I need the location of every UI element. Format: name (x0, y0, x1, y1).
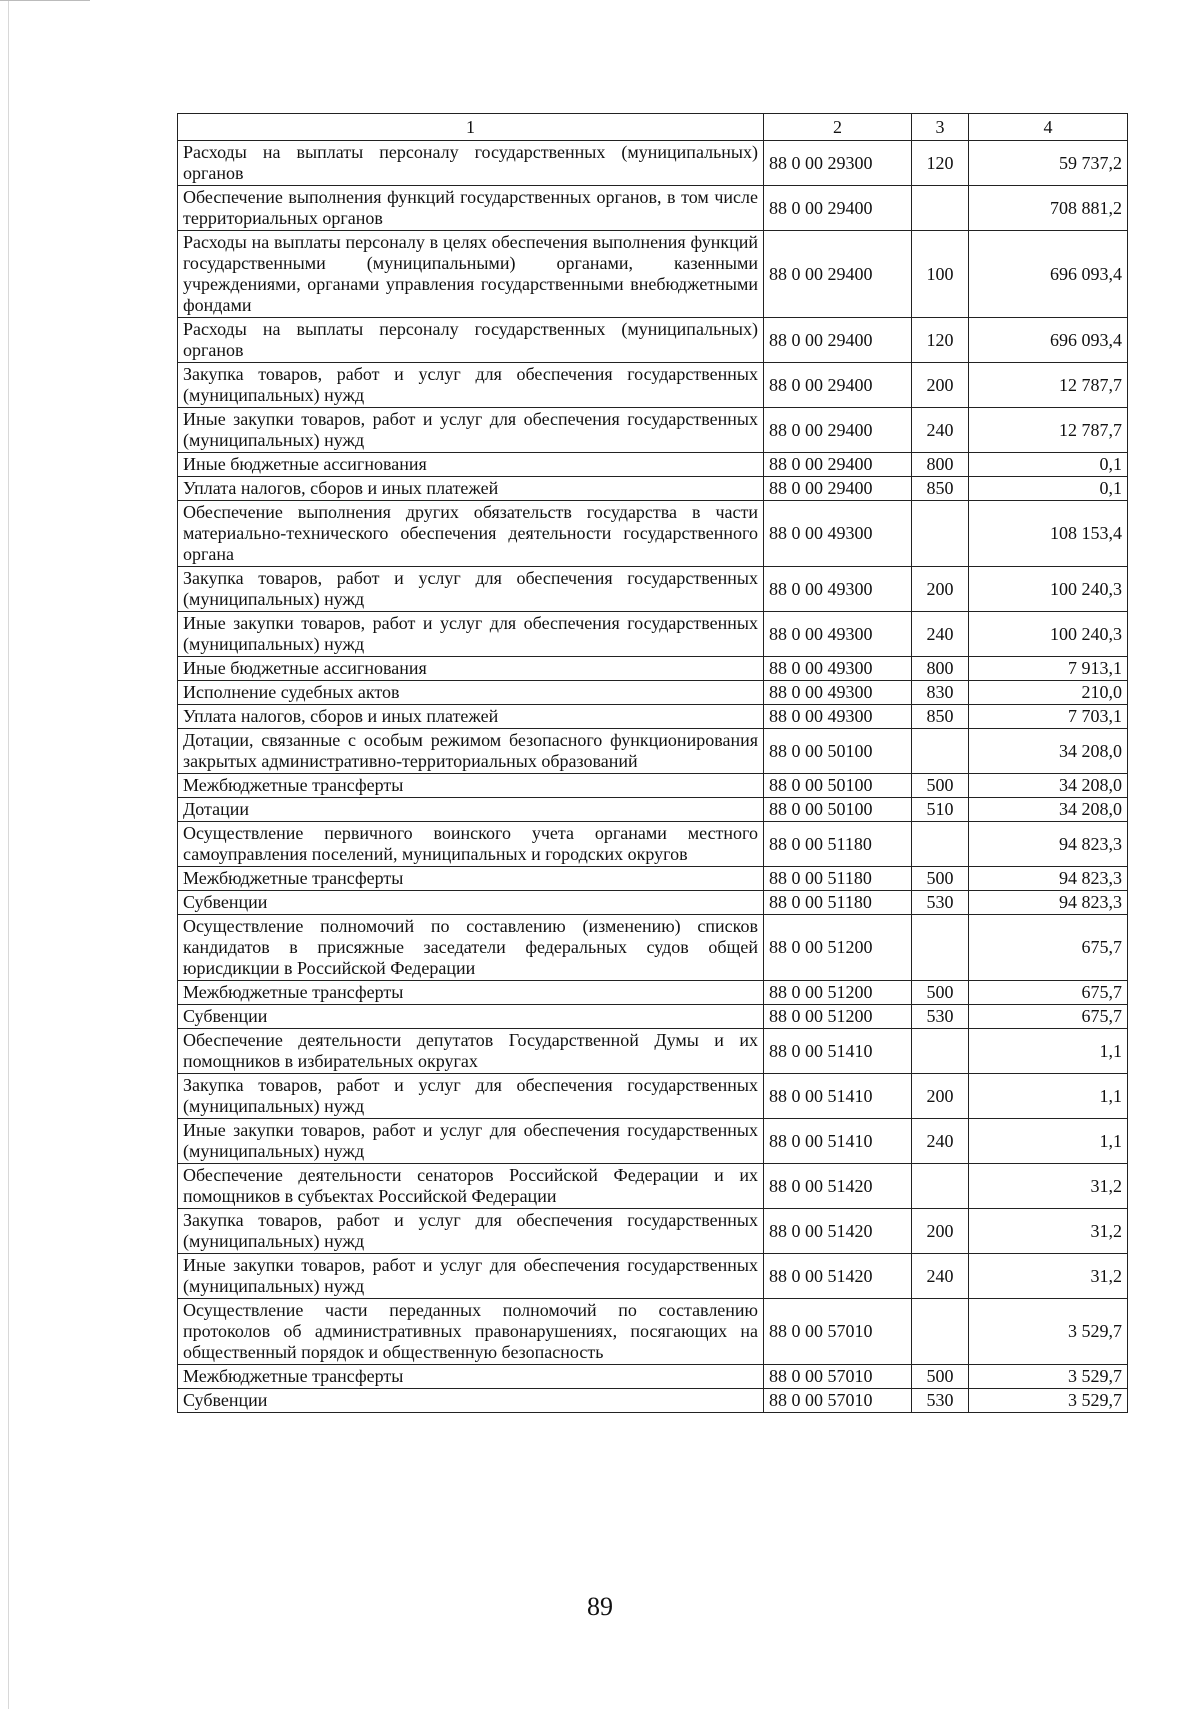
table-row (178, 822, 1128, 867)
header-col-4: 4 (969, 114, 1128, 141)
row-name: Расходы на выплаты персоналу государственных (муниципальных) органов (178, 141, 764, 186)
row-type: 200 (912, 567, 969, 612)
row-name: Уплата налогов, сборов и иных платежей (178, 705, 764, 729)
table-row (178, 1119, 1128, 1164)
budget-table (177, 113, 1128, 1413)
row-name: Уплата налогов, сборов и иных платежей (178, 477, 764, 501)
table-row (178, 867, 1128, 891)
row-sum: 0,1 (969, 453, 1128, 477)
row-type: 100 (912, 231, 969, 318)
row-name: Субвенции (178, 1005, 764, 1029)
row-type: 200 (912, 1209, 969, 1254)
row-name: Исполнение судебных актов (178, 681, 764, 705)
row-code: 88 0 00 51200 (764, 981, 912, 1005)
row-type: 240 (912, 612, 969, 657)
row-name: Осуществление полномочий по составлению (изменению) списков кандидатов в присяжные заседатели федеральных судов общей юрисдикции в Российской Федерации (178, 915, 764, 981)
table-row (178, 186, 1128, 231)
row-code: 88 0 00 49300 (764, 567, 912, 612)
row-sum: 675,7 (969, 981, 1128, 1005)
row-name: Расходы на выплаты персоналу государственных (муниципальных) органов (178, 318, 764, 363)
header-col-1: 1 (178, 114, 764, 141)
row-type: 200 (912, 363, 969, 408)
table-row (178, 141, 1128, 186)
row-type (912, 1299, 969, 1365)
table-row (178, 1389, 1128, 1413)
row-code: 88 0 00 29400 (764, 186, 912, 231)
row-name: Иные закупки товаров, работ и услуг для обеспечения государственных (муниципальных) нужд (178, 408, 764, 453)
row-type: 120 (912, 141, 969, 186)
row-type: 530 (912, 891, 969, 915)
row-name: Закупка товаров, работ и услуг для обеспечения государственных (муниципальных) нужд (178, 1074, 764, 1119)
row-sum: 3 529,7 (969, 1389, 1128, 1413)
row-sum: 696 093,4 (969, 318, 1128, 363)
table-row (178, 681, 1128, 705)
table-header (178, 114, 1128, 141)
table-row (178, 408, 1128, 453)
row-sum: 7 913,1 (969, 657, 1128, 681)
row-type: 530 (912, 1005, 969, 1029)
table-row (178, 798, 1128, 822)
row-code: 88 0 00 49300 (764, 612, 912, 657)
row-code: 88 0 00 49300 (764, 681, 912, 705)
row-type: 500 (912, 774, 969, 798)
table-row (178, 657, 1128, 681)
row-name: Обеспечение выполнения других обязательств государства в части материально-технического обеспечения деятельности государственного органа (178, 501, 764, 567)
table-row (178, 774, 1128, 798)
row-type: 830 (912, 681, 969, 705)
row-name: Субвенции (178, 1389, 764, 1413)
row-name: Расходы на выплаты персоналу в целях обеспечения выполнения функций государственными (муниципальными) органами, казенными учреждениями, органами управления государственными внебюджетными фондами (178, 231, 764, 318)
row-sum: 59 737,2 (969, 141, 1128, 186)
row-sum: 1,1 (969, 1029, 1128, 1074)
row-type (912, 915, 969, 981)
row-name: Межбюджетные трансферты (178, 981, 764, 1005)
row-code: 88 0 00 49300 (764, 657, 912, 681)
row-sum: 12 787,7 (969, 408, 1128, 453)
row-type: 510 (912, 798, 969, 822)
table-row (178, 891, 1128, 915)
row-name: Дотации, связанные с особым режимом безопасного функционирования закрытых административно-территориальных образований (178, 729, 764, 774)
table-row (178, 612, 1128, 657)
row-sum: 31,2 (969, 1164, 1128, 1209)
row-code: 88 0 00 51180 (764, 867, 912, 891)
row-code: 88 0 00 50100 (764, 798, 912, 822)
row-sum: 34 208,0 (969, 774, 1128, 798)
row-type (912, 186, 969, 231)
row-sum: 100 240,3 (969, 567, 1128, 612)
table-row (178, 318, 1128, 363)
row-code: 88 0 00 29400 (764, 318, 912, 363)
row-sum: 7 703,1 (969, 705, 1128, 729)
row-code: 88 0 00 51410 (764, 1119, 912, 1164)
row-sum: 12 787,7 (969, 363, 1128, 408)
row-sum: 696 093,4 (969, 231, 1128, 318)
row-code: 88 0 00 49300 (764, 705, 912, 729)
row-sum: 34 208,0 (969, 798, 1128, 822)
row-name: Межбюджетные трансферты (178, 774, 764, 798)
row-name: Закупка товаров, работ и услуг для обеспечения государственных (муниципальных) нужд (178, 567, 764, 612)
row-name: Осуществление первичного воинского учета органами местного самоуправления поселений, муниципальных и городских округов (178, 822, 764, 867)
row-name: Закупка товаров, работ и услуг для обеспечения государственных (муниципальных) нужд (178, 1209, 764, 1254)
row-code: 88 0 00 50100 (764, 729, 912, 774)
row-type: 800 (912, 657, 969, 681)
row-name: Дотации (178, 798, 764, 822)
row-type: 240 (912, 1119, 969, 1164)
row-name: Иные закупки товаров, работ и услуг для обеспечения государственных (муниципальных) нужд (178, 612, 764, 657)
row-code: 88 0 00 29400 (764, 408, 912, 453)
row-type: 240 (912, 1254, 969, 1299)
table-row (178, 1254, 1128, 1299)
table-row (178, 1005, 1128, 1029)
row-code: 88 0 00 29400 (764, 453, 912, 477)
row-code: 88 0 00 29300 (764, 141, 912, 186)
row-code: 88 0 00 50100 (764, 774, 912, 798)
row-type: 120 (912, 318, 969, 363)
row-code: 88 0 00 49300 (764, 501, 912, 567)
row-type (912, 1029, 969, 1074)
table-row (178, 1209, 1128, 1254)
row-name: Иные закупки товаров, работ и услуг для обеспечения государственных (муниципальных) нужд (178, 1119, 764, 1164)
row-name: Закупка товаров, работ и услуг для обеспечения государственных (муниципальных) нужд (178, 363, 764, 408)
row-sum: 34 208,0 (969, 729, 1128, 774)
row-code: 88 0 00 57010 (764, 1365, 912, 1389)
row-type: 850 (912, 477, 969, 501)
row-name: Межбюджетные трансферты (178, 867, 764, 891)
page-edge-line (8, 0, 9, 1709)
row-sum: 210,0 (969, 681, 1128, 705)
table-row (178, 981, 1128, 1005)
row-code: 88 0 00 51420 (764, 1254, 912, 1299)
row-sum: 708 881,2 (969, 186, 1128, 231)
row-code: 88 0 00 57010 (764, 1299, 912, 1365)
row-type: 530 (912, 1389, 969, 1413)
page-number: 89 (587, 1592, 613, 1621)
row-code: 88 0 00 51180 (764, 822, 912, 867)
table-row (178, 501, 1128, 567)
table-row (178, 1164, 1128, 1209)
table-row (178, 477, 1128, 501)
row-code: 88 0 00 57010 (764, 1389, 912, 1413)
table-row (178, 1074, 1128, 1119)
row-name: Межбюджетные трансферты (178, 1365, 764, 1389)
row-code: 88 0 00 51200 (764, 1005, 912, 1029)
row-type (912, 501, 969, 567)
row-name: Обеспечение выполнения функций государственных органов, в том числе территориальных органов (178, 186, 764, 231)
header-row (178, 114, 1128, 141)
row-name: Иные закупки товаров, работ и услуг для обеспечения государственных (муниципальных) нужд (178, 1254, 764, 1299)
row-sum: 0,1 (969, 477, 1128, 501)
row-sum: 675,7 (969, 1005, 1128, 1029)
row-sum: 31,2 (969, 1254, 1128, 1299)
row-type: 500 (912, 981, 969, 1005)
row-type: 850 (912, 705, 969, 729)
row-sum: 1,1 (969, 1074, 1128, 1119)
table-row (178, 363, 1128, 408)
row-sum: 1,1 (969, 1119, 1128, 1164)
row-sum: 108 153,4 (969, 501, 1128, 567)
row-code: 88 0 00 29400 (764, 363, 912, 408)
row-code: 88 0 00 51200 (764, 915, 912, 981)
row-code: 88 0 00 29400 (764, 231, 912, 318)
row-code: 88 0 00 51420 (764, 1209, 912, 1254)
row-type (912, 822, 969, 867)
row-sum: 94 823,3 (969, 891, 1128, 915)
table-row (178, 1299, 1128, 1365)
row-name: Обеспечение деятельности депутатов Государственной Думы и их помощников в избирательных округах (178, 1029, 764, 1074)
page-top-line (0, 0, 90, 1)
row-sum: 3 529,7 (969, 1365, 1128, 1389)
row-code: 88 0 00 51180 (764, 891, 912, 915)
row-sum: 675,7 (969, 915, 1128, 981)
row-sum: 94 823,3 (969, 867, 1128, 891)
header-col-2: 2 (764, 114, 912, 141)
table-row (178, 567, 1128, 612)
row-name: Иные бюджетные ассигнования (178, 657, 764, 681)
row-sum: 94 823,3 (969, 822, 1128, 867)
table-row (178, 1365, 1128, 1389)
table-row (178, 1029, 1128, 1074)
row-sum: 31,2 (969, 1209, 1128, 1254)
row-type: 800 (912, 453, 969, 477)
row-sum: 3 529,7 (969, 1299, 1128, 1365)
table-row (178, 231, 1128, 318)
row-code: 88 0 00 29400 (764, 477, 912, 501)
row-type (912, 729, 969, 774)
table-body (178, 141, 1128, 1413)
row-name: Субвенции (178, 891, 764, 915)
row-type: 500 (912, 1365, 969, 1389)
row-name: Иные бюджетные ассигнования (178, 453, 764, 477)
row-name: Обеспечение деятельности сенаторов Российской Федерации и их помощников в субъектах Российской Федерации (178, 1164, 764, 1209)
table-row (178, 915, 1128, 981)
row-sum: 100 240,3 (969, 612, 1128, 657)
row-type (912, 1164, 969, 1209)
row-code: 88 0 00 51420 (764, 1164, 912, 1209)
header-col-3: 3 (912, 114, 969, 141)
row-type: 240 (912, 408, 969, 453)
row-name: Осуществление части переданных полномочий по составлению протоколов об административных правонарушениях, посягающих на общественный порядок и общественную безопасность (178, 1299, 764, 1365)
row-type: 500 (912, 867, 969, 891)
row-code: 88 0 00 51410 (764, 1074, 912, 1119)
row-type: 200 (912, 1074, 969, 1119)
table-row (178, 729, 1128, 774)
row-code: 88 0 00 51410 (764, 1029, 912, 1074)
table-row (178, 705, 1128, 729)
table-row (178, 453, 1128, 477)
